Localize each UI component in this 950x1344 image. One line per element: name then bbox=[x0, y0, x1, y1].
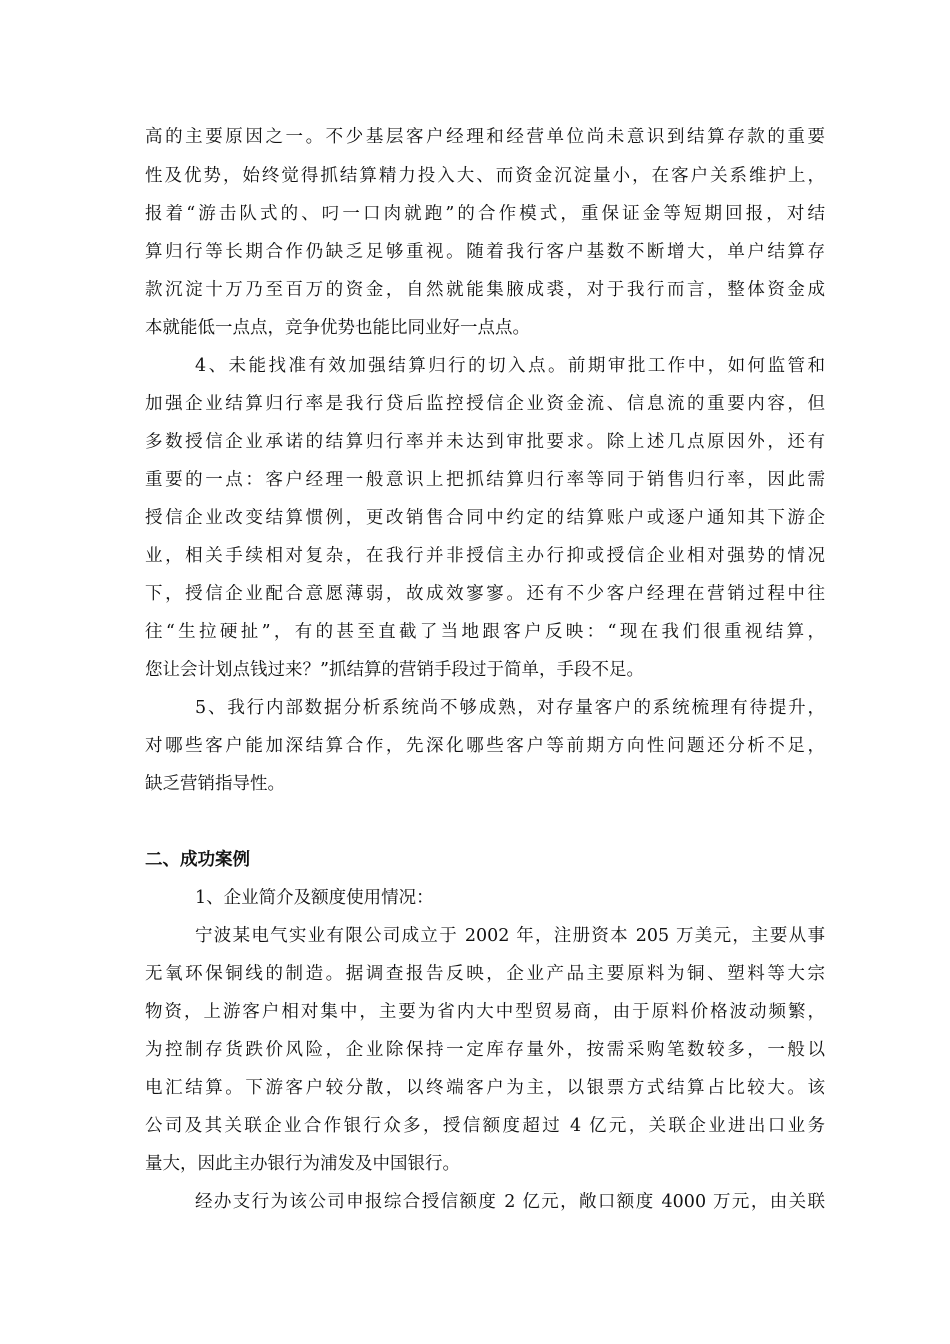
text-line: 授信企业改变结算惯例，更改销售合同中约定的结算账户或逐户通知其下游企 bbox=[145, 508, 825, 528]
text-line: 缺乏营销指导性。 bbox=[145, 774, 285, 794]
text-line: 下，授信企业配合意愿薄弱，故成效寥寥。还有不少客户经理在营销过程中往 bbox=[145, 584, 825, 604]
text-line: 物资，上游客户相对集中，主要为省内大中型贸易商，由于原料价格波动频繁， bbox=[145, 1002, 825, 1022]
text-line: 无氧环保铜线的制造。据调查报告反映，企业产品主要原料为铜、塑料等大宗 bbox=[145, 964, 825, 984]
text-line: 为控制存货跌价风险，企业除保持一定库存量外，按需采购笔数较多，一般以 bbox=[145, 1040, 825, 1060]
text-line: 重要的一点：客户经理一般意识上把抓结算归行率等同于销售归行率，因此需 bbox=[145, 470, 825, 490]
text-line: 加强企业结算归行率是我行贷后监控授信企业资金流、信息流的重要内容，但 bbox=[145, 394, 825, 414]
text-line: 您让会计划点钱过来？”抓结算的营销手段过于简单，手段不足。 bbox=[145, 660, 644, 680]
text-line: 本就能低一点点，竞争优势也能比同业好一点点。 bbox=[145, 318, 530, 338]
section-heading: 二、成功案例 bbox=[145, 850, 250, 870]
text-line: 公司及其关联企业合作银行众多，授信额度超过 4 亿元，关联企业进出口业务 bbox=[145, 1116, 825, 1136]
text-line: 款沉淀十万乃至百万的资金，自然就能集腋成裘，对于我行而言，整体资金成 bbox=[145, 280, 825, 300]
subheading: 1、企业简介及额度使用情况： bbox=[195, 888, 434, 908]
text-line: 性及优势，始终觉得抓结算精力投入大、而资金沉淀量小，在客户关系维护上， bbox=[145, 166, 825, 186]
text-line: 对哪些客户能加深结算合作，先深化哪些客户等前期方向性问题还分析不足， bbox=[145, 736, 825, 756]
text-line: 算归行等长期合作仍缺乏足够重视。随着我行客户基数不断增大，单户结算存 bbox=[145, 242, 825, 262]
text-line: 多数授信企业承诺的结算归行率并未达到审批要求。除上述几点原因外，还有 bbox=[145, 432, 825, 452]
text-line: 报着“游击队式的、叼一口肉就跑”的合作模式，重保证金等短期回报，对结 bbox=[145, 204, 825, 224]
text-line: 高的主要原因之一。不少基层客户经理和经营单位尚未意识到结算存款的重要 bbox=[145, 127, 825, 147]
text-line: 量大，因此主办银行为浦发及中国银行。 bbox=[145, 1154, 460, 1174]
text-line: 业，相关手续相对复杂，在我行并非授信主办行抑或授信企业相对强势的情况 bbox=[145, 546, 825, 566]
text-line: 经办支行为该公司申报综合授信额度 2 亿元，敞口额度 4000 万元，由关联 bbox=[195, 1192, 825, 1212]
point-4-first-line: 4、未能找准有效加强结算归行的切入点。前期审批工作中，如何监管和 bbox=[195, 356, 825, 376]
text-line: 电汇结算。下游客户较分散，以终端客户为主，以银票方式结算占比较大。该 bbox=[145, 1078, 825, 1098]
text-line: 往“生拉硬扯”，有的甚至直截了当地跟客户反映：“现在我们很重视结算， bbox=[145, 622, 825, 642]
point-5-first-line: 5、我行内部数据分析系统尚不够成熟，对存量客户的系统梳理有待提升， bbox=[195, 698, 825, 718]
text-line: 宁波某电气实业有限公司成立于 2002 年，注册资本 205 万美元，主要从事 bbox=[195, 926, 825, 946]
